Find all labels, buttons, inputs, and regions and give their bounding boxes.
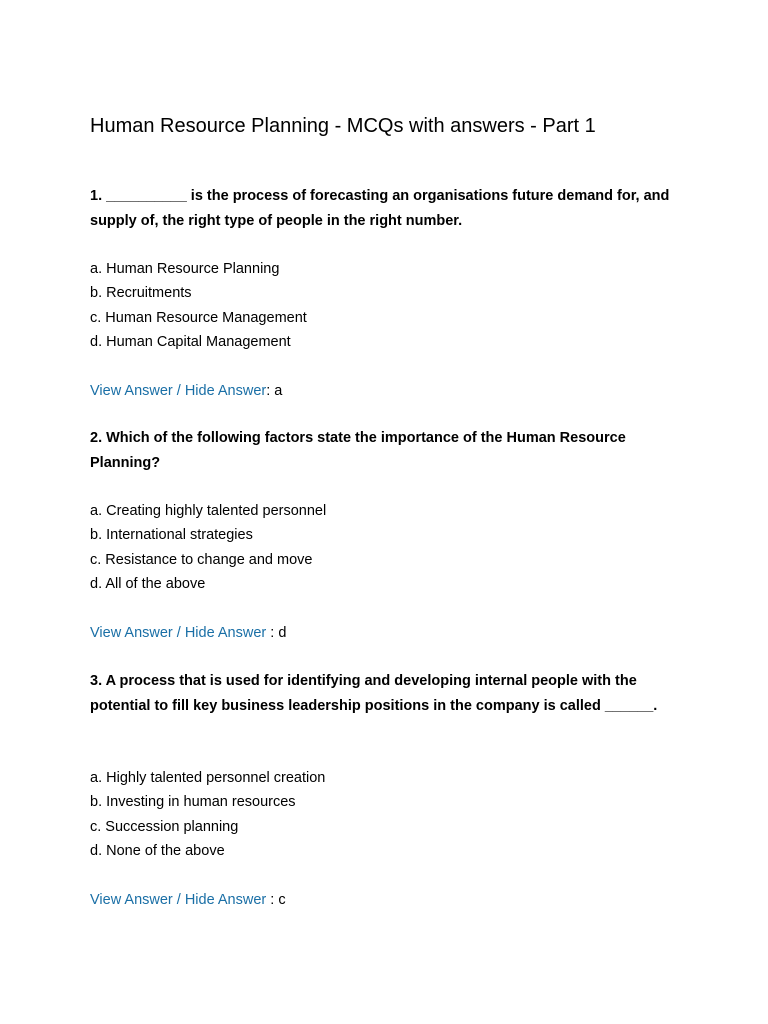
question-3-answer bbox=[90, 888, 286, 912]
question-3-view-answer-link[interactable]: View Answer / Hide Answer bbox=[90, 892, 267, 908]
question-3-text: 3. A process that is used for identifying and developing internal people with the potential to fill key business leadership positions in the company is called ______. bbox=[90, 673, 658, 714]
question-1-option-d: d. Human Capital Management bbox=[90, 334, 291, 351]
question-3-option-b: b. Investing in human resources bbox=[90, 794, 296, 811]
question-2-option-a: a. Creating highly talented personnel bbox=[90, 503, 327, 519]
question-2-answer bbox=[90, 621, 286, 645]
question-1-answer-value: : a bbox=[266, 383, 283, 399]
question-2-option-c: c. Resistance to change and move bbox=[90, 551, 313, 568]
question-1-option-a: a. Human Resource Planning bbox=[90, 261, 280, 277]
question-2-view-answer-link[interactable]: View Answer / Hide Answer bbox=[90, 625, 267, 641]
question-1-option-b: b. Recruitments bbox=[90, 285, 192, 302]
question-1-options bbox=[90, 257, 307, 355]
question-2-option-d: d. All of the above bbox=[90, 576, 206, 593]
question-3-option-a: a. Highly talented personnel creation bbox=[90, 770, 326, 786]
question-1-answer bbox=[90, 379, 282, 403]
question-1-option-c: c. Human Resource Management bbox=[90, 309, 307, 326]
question-1-view-answer-link[interactable]: View Answer / Hide Answer bbox=[90, 383, 267, 399]
question-2-option-b: b. International strategies bbox=[90, 527, 253, 544]
question-3-options bbox=[90, 766, 325, 864]
question-3-answer-value: : c bbox=[266, 892, 286, 908]
question-2-options bbox=[90, 499, 326, 597]
question-2-answer-value: : d bbox=[266, 625, 287, 641]
question-3-option-c: c. Succession planning bbox=[90, 818, 239, 835]
page-title: Human Resource Planning - MCQs with answers - Part 1 bbox=[90, 115, 596, 137]
question-2-text: 2. Which of the following factors state the importance of the Human Resource Planning? bbox=[90, 430, 626, 471]
question-1-text: 1. __________ is the process of forecasting an organisations future demand for, and supply of, the right type of people in the right number. bbox=[90, 188, 670, 229]
question-3-option-d: d. None of the above bbox=[90, 843, 225, 860]
